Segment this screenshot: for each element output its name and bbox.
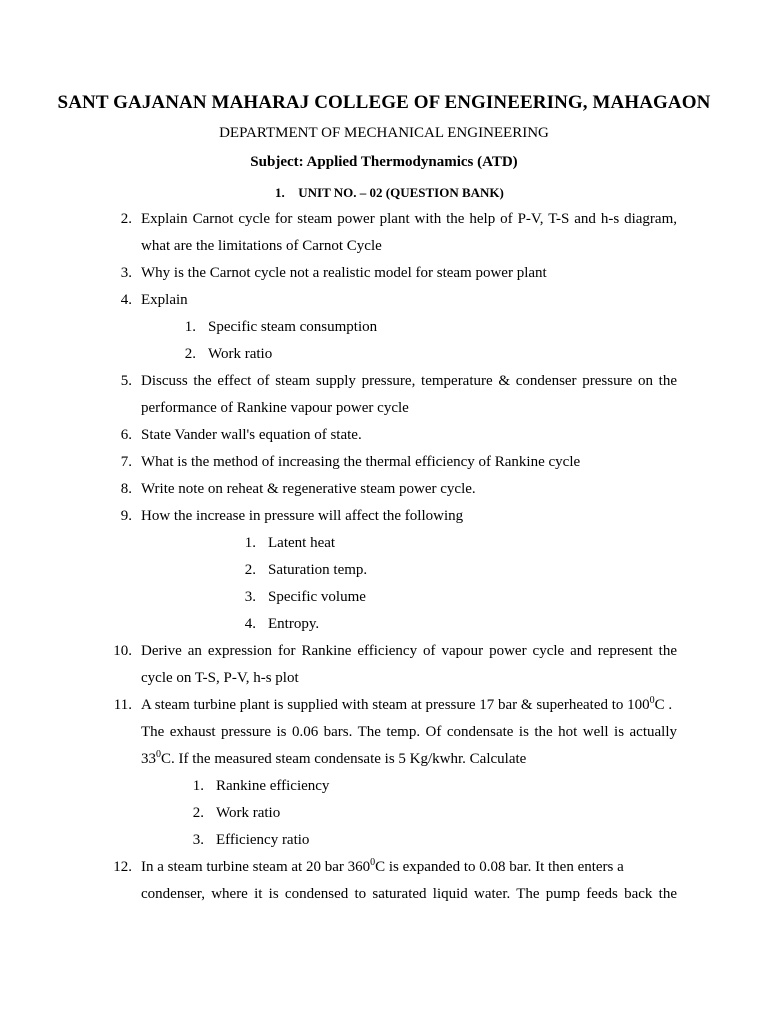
unit-label: UNIT NO. – 02 (QUESTION BANK) [298,185,504,200]
sub-item-number: 2. [192,805,204,821]
question-2 [0,206,768,233]
question-text: State Vander wall's equation of state. [141,427,362,443]
sub-item-number: 2. [244,562,256,578]
sub-item [0,341,768,368]
question-text-part [141,854,624,881]
sub-item [0,530,768,557]
sub-item [0,611,768,638]
question-text-part: C is expanded to 0.08 bar. It then enters a [375,859,624,875]
question-number: 6. [120,427,132,443]
question-text: What is the method of increasing the thermal efficiency of Rankine cycle [141,454,581,470]
question-text: Why is the Carnot cycle not a realistic model for steam power plant [141,265,547,281]
question-text: Discuss the effect of steam supply pressure, temperature & condenser pressure on the [141,373,677,389]
question-number: 10. [113,643,132,659]
college-title: SANT GAJANAN MAHARAJ COLLEGE OF ENGINEERING, MAHAGAON [57,92,711,113]
sub-item-number: 4. [244,616,256,632]
superscript: 0 [649,695,655,706]
question-text-part: In a steam turbine steam at 20 bar 360 [141,859,371,875]
unit-number: 1. [275,185,285,200]
sub-item [0,800,768,827]
question-text: what are the limitations of Carnot Cycle [141,238,382,254]
question-number: 9. [120,508,132,524]
question-text-part: C . [654,697,673,713]
question-5-continued [0,395,768,422]
question-text-part: A steam turbine plant is supplied with steam at pressure 17 bar & superheated to 100 [141,697,650,713]
question-text [141,854,677,881]
sub-item-number: 1. [244,535,256,551]
question-11-continued [0,746,768,773]
question-text-part: C. If the measured steam condensate is 5 Kg/kwhr. Calculate [161,751,527,767]
question-12 [0,854,768,881]
question-7 [0,449,768,476]
question-text: The exhaust pressure is 0.06 bars. The temp. Of condensate is the hot well is actually [141,724,677,740]
question-8 [0,476,768,503]
sub-item-number: 3. [192,832,204,848]
question-number: 3. [120,265,132,281]
superscript: 0 [156,749,161,760]
department-heading: DEPARTMENT OF MECHANICAL ENGINEERING [219,125,549,141]
sub-item-text: Work ratio [208,346,273,362]
subject-heading: Subject: Applied Thermodynamics (ATD) [250,154,518,170]
sub-item [0,314,768,341]
question-number: 12. [113,859,132,875]
question-5 [0,368,768,395]
sub-item-number: 2. [184,346,196,362]
superscript: 0 [370,857,376,868]
question-text: Derive an expression for Rankine efficiency of vapour power cycle and represent the [141,643,677,659]
question-10-continued [0,665,768,692]
question-11 [0,692,768,719]
sub-item [0,557,768,584]
sub-item [0,827,768,854]
question-text-part: 33 [141,751,156,767]
question-2-continued [0,233,768,260]
sub-item-text: Specific steam consumption [208,319,378,335]
question-3 [0,260,768,287]
question-number: 8. [120,481,132,497]
question-text: performance of Rankine vapour power cycle [141,400,409,416]
unit-heading [275,185,504,201]
question-number: 7. [120,454,132,470]
sub-item [0,584,768,611]
question-list [0,206,768,908]
sub-item-text: Work ratio [216,805,281,821]
question-text: How the increase in pressure will affect the following [141,508,464,524]
question-text: condenser, where it is condensed to saturated liquid water. The pump feeds back the [141,886,677,902]
question-6 [0,422,768,449]
question-text [141,746,526,773]
question-11-continued [0,719,768,746]
question-text [141,692,672,719]
sub-item-text: Specific volume [268,589,366,605]
sub-item-number: 1. [192,778,204,794]
sub-item-text: Efficiency ratio [216,832,310,848]
question-number: 4. [120,292,132,308]
sub-item-text: Saturation temp. [268,562,368,578]
sub-item-text: Latent heat [268,535,336,551]
sub-item [0,773,768,800]
question-text: Explain [141,292,188,308]
sub-item-number: 1. [184,319,196,335]
question-4 [0,287,768,314]
question-12-continued [0,881,768,908]
sub-item-text: Rankine efficiency [216,778,330,794]
question-10 [0,638,768,665]
question-text: Write note on reheat & regenerative steam power cycle. [141,481,476,497]
question-9 [0,503,768,530]
sub-item-number: 3. [244,589,256,605]
question-text: Explain Carnot cycle for steam power plant with the help of P-V, T-S and h-s diagram, [141,211,677,227]
question-number: 2. [120,211,132,227]
sub-item-text: Entropy. [268,616,320,632]
question-number: 5. [120,373,132,389]
question-number: 11. [113,697,132,713]
question-text: cycle on T-S, P-V, h-s plot [141,670,299,686]
